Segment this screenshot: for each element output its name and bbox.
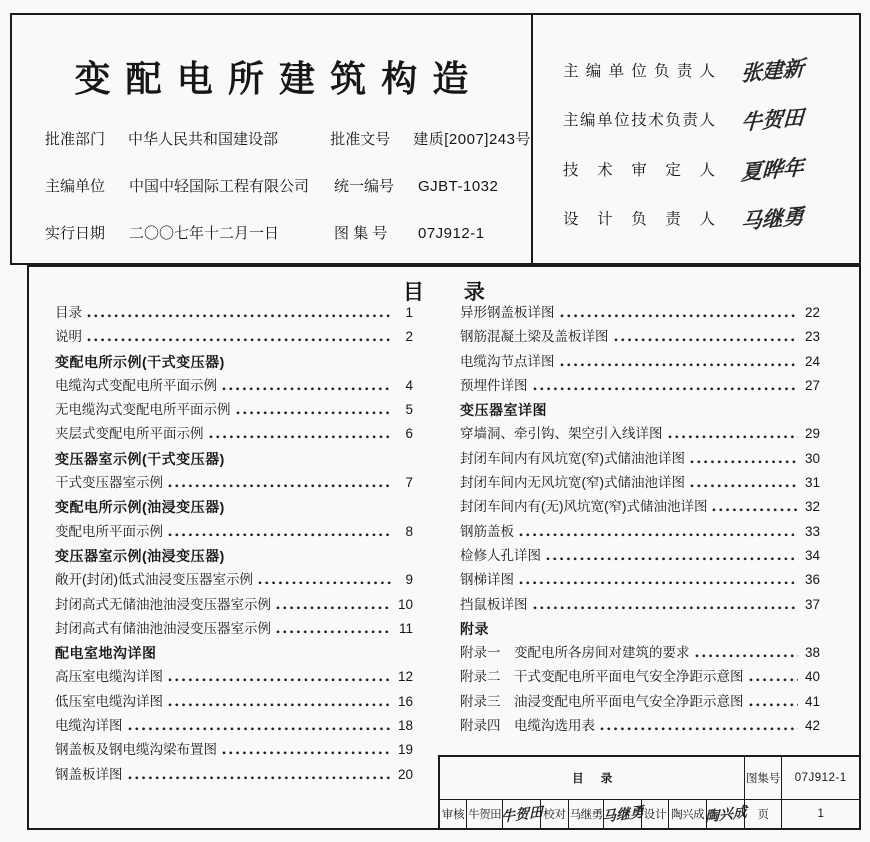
toc-item-title: 说明 — [55, 329, 82, 345]
toc-item-title: 变压器室示例(油浸变压器) — [55, 547, 225, 564]
toc-item — [55, 447, 413, 471]
toc-item-page: 38 — [804, 645, 820, 661]
toc-item-page: 1 — [405, 305, 413, 320]
page-label: 页 — [745, 800, 782, 828]
toc-item-page: 41 — [804, 693, 820, 709]
check-label: 校对 — [541, 800, 569, 828]
toc-item — [460, 374, 820, 398]
toc-item-title: 钢筋混凝土梁及盖板详图 — [460, 329, 609, 345]
official-role-label: 主编单位技术负责人 — [563, 112, 715, 130]
toc-item — [55, 325, 413, 349]
toc-item-title: 电缆沟详图 — [55, 718, 123, 734]
toc-item-page: 12 — [397, 669, 413, 685]
toc-item-page: 7 — [405, 475, 413, 491]
toc-item — [460, 447, 820, 471]
toc-item-title: 封闭高式有储油池油浸变压器室示例 — [55, 620, 271, 636]
toc-item — [460, 641, 820, 665]
toc-item-page: 31 — [804, 475, 820, 491]
toc-column-right — [460, 301, 820, 738]
toc-item-title: 目录 — [55, 305, 82, 320]
toc-item — [460, 593, 820, 617]
toc-item-page: 33 — [804, 523, 820, 539]
toc-item-title: 封闭车间内有(无)风坑宽(窄)式储油池详图 — [460, 499, 708, 515]
toc-item-page: 34 — [804, 547, 820, 563]
dot-leader — [532, 374, 799, 398]
toc-item-title: 变配电所示例(油浸变压器) — [55, 499, 225, 516]
official-row — [563, 154, 839, 184]
toc-item-page: 32 — [804, 499, 820, 515]
dot-leader — [545, 544, 798, 568]
design-label: 设计 — [642, 800, 669, 828]
toc-item-title: 干式变压器室示例 — [55, 475, 163, 491]
atlas-number-label: 图集号 — [745, 757, 782, 800]
toc-item-page: 10 — [397, 596, 413, 612]
dot-leader — [221, 374, 391, 398]
toc-item — [460, 520, 820, 544]
approval-info — [45, 128, 531, 243]
officials-box — [531, 13, 861, 265]
official-row — [563, 203, 839, 233]
info-value: 二〇〇七年十二月一日 — [129, 225, 280, 242]
dot-leader — [748, 665, 799, 689]
info-label: 主编单位 — [45, 178, 106, 195]
official-signature: 夏晔年 — [740, 153, 805, 185]
toc-item — [55, 544, 413, 568]
toc-item — [55, 301, 413, 325]
toc-item — [460, 495, 820, 519]
toc-item-title: 封闭高式无储油池油浸变压器室示例 — [55, 596, 271, 612]
dot-leader — [235, 398, 392, 422]
dot-leader — [127, 714, 392, 738]
dot-leader — [208, 422, 392, 446]
toc-item — [55, 350, 413, 374]
dot-leader — [532, 593, 799, 617]
toc-item-title: 钢盖板及钢电缆沟梁布置图 — [55, 742, 217, 758]
toc-item — [460, 568, 820, 592]
official-signature: 牛贺田 — [740, 104, 805, 136]
toc-item-title: 穿墙洞、牵引钩、架空引入线详图 — [460, 426, 663, 442]
info-value: 07J912-1 — [418, 225, 485, 242]
official-signature: 张建新 — [740, 55, 805, 86]
toc-item-page: 42 — [804, 718, 820, 734]
dot-leader — [518, 520, 798, 544]
designer-name: 陶兴成 — [669, 800, 707, 828]
toc-item-title: 钢梯详图 — [460, 572, 514, 588]
dot-leader — [689, 471, 798, 495]
dot-leader — [167, 665, 391, 689]
checker-name: 马继勇 — [569, 800, 604, 828]
toc-item-title: 电缆沟式变配电所平面示例 — [55, 377, 217, 393]
toc-item — [55, 520, 413, 544]
reviewer-signature: 牛贺田 — [503, 800, 541, 828]
toc-item — [55, 690, 413, 714]
dot-leader — [599, 714, 798, 738]
toc-item-title: 封闭车间内有风坑宽(窄)式储油池详图 — [460, 450, 685, 466]
toc-item-title: 配电室地沟详图 — [55, 645, 157, 662]
toc-item-page: 2 — [405, 329, 413, 345]
dot-leader — [748, 690, 799, 714]
dot-leader — [689, 447, 798, 471]
dot-leader — [86, 301, 391, 325]
toc-item — [460, 665, 820, 689]
toc-heading: 目录 — [403, 281, 525, 304]
approval-info-row — [45, 175, 531, 196]
toc-item-title: 封闭车间内无风坑宽(窄)式储油池详图 — [460, 475, 685, 491]
dot-leader — [613, 325, 799, 349]
dot-leader — [167, 471, 391, 495]
dot-leader — [667, 422, 799, 446]
dot-leader — [559, 301, 799, 325]
toc-item-title: 挡鼠板详图 — [460, 596, 528, 612]
toc-item — [460, 398, 820, 422]
official-role-label: 主编单位负责人 — [563, 63, 715, 80]
toc-item — [460, 301, 820, 325]
toc-item — [55, 763, 413, 787]
info-label: 批准文号 — [330, 131, 391, 148]
toc-item-title: 附录四 电缆沟选用表 — [460, 718, 595, 734]
toc-item — [55, 738, 413, 762]
toc-item-page: 24 — [804, 353, 820, 369]
toc-item — [55, 398, 413, 422]
info-label: 批准部门 — [45, 131, 106, 148]
approval-info-row — [45, 128, 531, 149]
official-role-label: 设计负责人 — [563, 210, 715, 228]
toc-item-title: 检修人孔详图 — [460, 547, 541, 563]
toc-item-title: 变配电所平面示例 — [55, 523, 163, 539]
toc-item-page: 9 — [405, 572, 413, 588]
toc-item-title: 预埋件详图 — [460, 377, 528, 393]
atlas-number-value: 07J912-1 — [782, 757, 859, 800]
toc-column-left — [55, 301, 413, 787]
info-value: 中国中轻国际工程有限公司 — [129, 178, 310, 195]
dot-leader — [275, 617, 391, 641]
officials-list — [533, 15, 859, 263]
toc-item-title: 附录二 干式变配电所平面电气安全净距示意图 — [460, 669, 744, 685]
info-label: 图 集 号 — [334, 225, 388, 242]
toc-item — [55, 641, 413, 665]
info-value: GJBT-1032 — [418, 178, 499, 195]
toc-item-title: 敞开(封闭)低式油浸变压器室示例 — [55, 572, 253, 588]
toc-item-title: 低压室电缆沟详图 — [55, 693, 163, 709]
toc-item-page: 29 — [804, 426, 820, 442]
toc-item — [55, 422, 413, 446]
reviewer-name: 牛贺田 — [467, 800, 503, 828]
dot-leader — [694, 641, 799, 665]
toc-item — [460, 714, 820, 738]
official-row — [563, 104, 839, 134]
dot-leader — [127, 763, 392, 787]
toc-item-title: 电缆沟节点详图 — [460, 353, 555, 369]
official-row — [563, 55, 839, 85]
toc-item-page: 4 — [405, 377, 413, 393]
toc-item — [55, 617, 413, 641]
toc-item-page: 22 — [804, 305, 820, 320]
toc-item-page: 40 — [804, 669, 820, 685]
dot-leader — [275, 593, 391, 617]
info-value: 建质[2007]243号 — [413, 131, 531, 148]
toc-item-page: 18 — [397, 718, 413, 734]
info-value: 中华人民共和国建设部 — [128, 131, 279, 148]
toc-item-page: 30 — [804, 450, 820, 466]
toc-item-page: 27 — [804, 377, 820, 393]
toc-item-page: 11 — [398, 620, 413, 636]
designer-signature: 陶兴成 — [707, 800, 745, 828]
info-label: 统一编号 — [334, 178, 395, 195]
toc-item-page: 5 — [405, 402, 413, 418]
page-number: 1 — [817, 808, 824, 821]
toc-item — [460, 422, 820, 446]
toc-item-page: 6 — [405, 426, 413, 442]
dot-leader — [711, 495, 798, 519]
dot-leader — [518, 568, 798, 592]
official-signature: 马继勇 — [740, 203, 805, 234]
review-label: 审核 — [440, 800, 467, 828]
toc-item — [55, 665, 413, 689]
toc-item — [55, 495, 413, 519]
toc-item-page: 23 — [804, 329, 820, 345]
toc-item — [460, 690, 820, 714]
toc-item-page: 19 — [397, 742, 413, 758]
toc-item-title: 附录 — [460, 620, 489, 637]
toc-item — [460, 325, 820, 349]
title-block-sheet-title: 目录 — [440, 757, 745, 800]
toc-item-page: 37 — [804, 596, 820, 612]
dot-leader — [257, 568, 391, 592]
info-label: 实行日期 — [45, 225, 106, 242]
toc-item — [460, 544, 820, 568]
toc-item-page: 8 — [405, 523, 413, 539]
toc-item-title: 钢盖板详图 — [55, 766, 123, 782]
official-role-label: 技术审定人 — [563, 161, 715, 179]
toc-item — [460, 471, 820, 495]
approval-info-row — [45, 222, 531, 243]
toc-item-title: 钢筋盖板 — [460, 523, 514, 539]
toc-item-title: 变压器室详图 — [460, 402, 547, 419]
dot-leader — [86, 325, 391, 349]
toc-item — [460, 617, 820, 641]
toc-item — [55, 568, 413, 592]
toc-item — [55, 714, 413, 738]
toc-item-title: 夹层式变配电所平面示例 — [55, 426, 204, 442]
title-info-box — [10, 13, 533, 265]
toc-item-title: 变配电所示例(干式变压器) — [55, 353, 225, 370]
toc-item-title: 附录三 油浸变配电所平面电气安全净距示意图 — [460, 693, 744, 709]
toc-box — [27, 265, 861, 830]
toc-item-title: 高压室电缆沟详图 — [55, 669, 163, 685]
dot-leader — [167, 690, 391, 714]
toc-item-title: 无电缆沟式变配电所平面示例 — [55, 402, 231, 418]
toc-item — [460, 350, 820, 374]
toc-item-title: 附录一 变配电所各房间对建筑的要求 — [460, 645, 690, 661]
toc-item-title: 变压器室示例(干式变压器) — [55, 450, 225, 467]
checker-signature: 马继勇 — [604, 800, 642, 828]
dot-leader — [559, 350, 799, 374]
toc-item — [55, 471, 413, 495]
dot-leader — [221, 738, 391, 762]
toc-item — [55, 593, 413, 617]
toc-item-page: 20 — [397, 766, 413, 782]
toc-item-page: 16 — [397, 693, 413, 709]
dot-leader — [167, 520, 391, 544]
toc-item-page: 36 — [804, 572, 820, 588]
toc-item-title: 异形钢盖板详图 — [460, 305, 555, 320]
atlas-title: 变配电所建筑构造 — [74, 58, 484, 99]
title-block — [438, 755, 861, 830]
toc-item — [55, 374, 413, 398]
